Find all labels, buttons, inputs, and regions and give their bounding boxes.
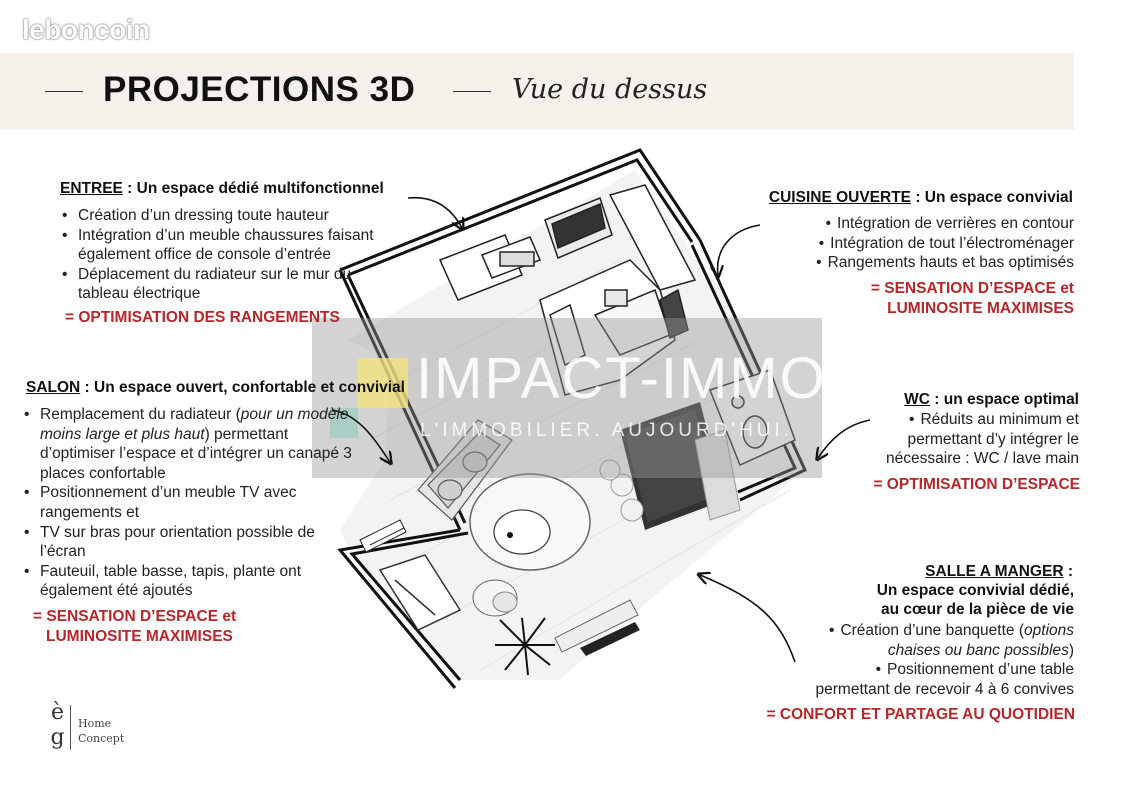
salon-highlight-2: LUMINOSITE MAXIMISES — [46, 628, 233, 645]
salle-bullet-line: chaises ou banc possibles) — [887, 641, 1074, 659]
entree-bullet: • Déplacement du radiateur sur le mur du tableau électrique — [60, 265, 405, 304]
leboncoin-logo: leboncoin — [22, 14, 150, 45]
cuisine-bullet: • Intégration de tout l’électroménager — [818, 234, 1074, 252]
brand-separator — [70, 705, 71, 750]
salle-title: SALLE A MANGER : — [925, 563, 1073, 580]
salon-bullet: • Positionnement d’un meuble TV avec rangements et — [22, 483, 352, 522]
wc-bullet-line: nécessaire : WC / lave main — [886, 450, 1079, 468]
cuisine-bullet: • Intégration de verrières en contour — [825, 215, 1074, 232]
entree-title: ENTREE : Un espace dédié multifonctionnel — [60, 180, 384, 197]
salle-highlight: = CONFORT ET PARTAGE AU QUOTIDIEN — [766, 706, 1075, 723]
wc-bullet-line: permettant d’y intégrer le — [907, 430, 1079, 448]
arrow-entree — [408, 198, 462, 228]
entree-bullet: • Intégration d’un meuble chaussures faisant également office de console d’entrée — [60, 226, 405, 265]
page-title: PROJECTIONS 3D — [103, 70, 416, 109]
salon-highlight-1: = SENSATION D’ESPACE et — [33, 608, 237, 625]
salle-bullet-line: • Création d’une banquette (options — [829, 622, 1074, 639]
watermark-main-text: IMPACT-IMMO — [416, 346, 827, 411]
entree-bullets — [60, 206, 405, 304]
salle-bullet-line: • Positionnement d’une table — [875, 661, 1074, 679]
cuisine-bullet: • Rangements hauts et bas optimisés — [816, 254, 1074, 272]
salle-subtitle-1: Un espace convivial dédié, — [876, 582, 1074, 599]
brand-name — [78, 716, 124, 746]
watermark-sub-text: L'IMMOBILIER. AUJOURD'HUI. — [420, 420, 794, 441]
eg-home-concept-logo: èg — [45, 700, 70, 750]
page-subtitle: Vue du dessus — [512, 74, 708, 105]
salle-bullets — [734, 621, 1074, 699]
cuisine-bullets — [744, 214, 1074, 273]
wc-highlight: = OPTIMISATION D’ESPACE — [873, 476, 1080, 493]
salon-bullet: • TV sur bras pour orientation possible de l’écran — [22, 523, 352, 562]
cuisine-highlight-1: = SENSATION D’ESPACE et — [870, 280, 1074, 297]
cuisine-highlight-2: LUMINOSITE MAXIMISES — [887, 300, 1074, 317]
salon-bullets — [22, 405, 352, 601]
brand-line-2: Concept — [78, 732, 125, 745]
brand-line-1: Home — [78, 717, 112, 730]
wc-bullet-line: • Réduits au minimum et — [909, 411, 1079, 428]
entree-highlight: = OPTIMISATION DES RANGEMENTS — [65, 309, 340, 326]
salon-title: SALON : Un espace ouvert, confortable et convivial — [26, 379, 405, 396]
salle-bullet-line: permettant de recevoir 4 à 6 convives — [815, 680, 1074, 698]
salon-bullet: • Remplacement du radiateur (pour un modèle moins large et plus haut) permettant d’optimiser l’espace et d’intégrer un canapé 3 places confortable — [22, 405, 352, 483]
cuisine-title: CUISINE OUVERTE : Un espace convivial — [768, 189, 1073, 206]
wc-title: WC : un espace optimal — [904, 391, 1079, 408]
salle-subtitle-2: au cœur de la pièce de vie — [881, 601, 1074, 618]
salon-bullet: • Fauteuil, table basse, tapis, plante ont également été ajoutés — [22, 562, 352, 601]
wc-bullets — [819, 410, 1079, 469]
entree-bullet: • Création d’un dressing toute hauteur — [60, 206, 405, 226]
